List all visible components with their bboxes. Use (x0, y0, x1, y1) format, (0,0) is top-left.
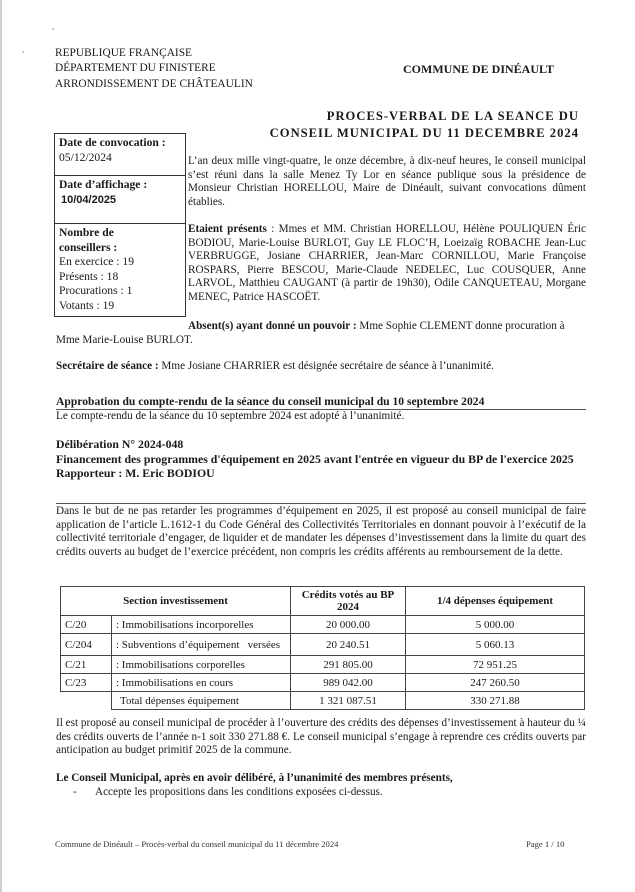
row-code: C/21 (61, 656, 112, 674)
conseillers-cell (55, 224, 185, 316)
deliberation-number: Délibération N° 2024-048 (56, 437, 184, 451)
row-code: C/23 (61, 674, 112, 692)
header-quart: 1/4 dépenses équipement (406, 587, 585, 616)
table-header-row (61, 587, 585, 616)
header-line-republique: REPUBLIQUE FRANÇAISE (55, 47, 193, 59)
table-row (61, 616, 585, 634)
intro-paragraph: L’an deux mille vingt-quatre, le onze décembre, à dix-neuf heures, le conseil municipal s’est réuni dans la salle Menez Ty Lor en séance publique sous la présidence de Monsieur Christian HORELLOU, Maire de Dinéault, suivant convocations dûment établies. (188, 155, 586, 208)
scan-speck (52, 28, 54, 30)
table-row (61, 634, 585, 656)
title-line-2: CONSEIL MUNICIPAL DU 11 DECEMBRE 2024 (269, 126, 579, 140)
empty-cell (61, 692, 112, 710)
deliberation-header (56, 437, 586, 481)
conseil-decision (56, 772, 586, 786)
row-credits: 20 000.00 (291, 616, 406, 634)
bullet-dash: - (73, 786, 77, 798)
row-quart: 72 951.25 (406, 656, 585, 674)
row-code: C/204 (61, 634, 112, 656)
presents-label: Etaient présents (188, 223, 267, 235)
convocation-date: 05/12/2024 (59, 150, 112, 164)
secretaire-paragraph (56, 360, 586, 374)
convocation-label: Date de convocation : (59, 136, 166, 149)
conseil-label: Le Conseil Municipal (56, 772, 159, 784)
header-line-arrondissement: ARRONDISSEMENT DE CHÂTEAULIN (55, 77, 253, 90)
nombre-label-2: conseillers : (59, 240, 118, 254)
deliberation-text: Dans le but de ne pas retarder les programmes d’équipement en 2025, il est proposé au conseil municipal de faire application de l’article L.1612-1 du Code Général des Collectivités Territoriales en donnant pouvoir à l’exécutif de la collectivité territoriale d’engager, de liquider et de mandater les dépenses d’investissement dans la limite du quart des crédits ouverts au budget de l’exercice précédent, non compris les crédits afférents au remboursement de la dette. (56, 505, 586, 558)
header-credits: Crédits votés au BP 2024 (291, 587, 406, 616)
presents-paragraph (188, 223, 586, 305)
absent-label: Absent(s) ayant donné un pouvoir : (188, 320, 357, 332)
total-credits: 1 321 087.51 (291, 692, 406, 710)
total-label: Total dépenses équipement (112, 692, 291, 710)
row-quart: 247 260.50 (406, 674, 585, 692)
secretaire-label: Secrétaire de séance : (56, 360, 159, 372)
presents-list: : Mmes et MM. Christian HORELLOU, Hélène POULIQUEN Éric BODIOU, Marie-Louise BURLOT, Guy LE FLOC’H, Loeizaïg ROBACHE Jean-Luc VERBRUGGE, Josiane CHARRIER, Jean-Marc CORNILLOU, Marie Françoise ROSPARS, Pierre BESCOU, Marie-Claude NEDELEC, Luc COUSQUER, Anne LARVOL, Matthieu CAUGANT (à partir de 19h30), Odile CANQUETEAU, Morgane MENEC, Patrice HASCOËT. (188, 223, 587, 303)
decision-bullet (73, 786, 383, 800)
title-line-1: PROCES-VERBAL DE LA SEANCE DU (326, 109, 579, 123)
en-exercice: En exercice : 19 (59, 255, 134, 268)
table-total-row (61, 692, 585, 710)
absent-paragraph (56, 320, 586, 347)
total-quart: 330 271.88 (406, 692, 585, 710)
absent-text: Mme Sophie CLEMENT donne procuration à Mme Marie-Louise BURLOT. (56, 320, 565, 346)
secretaire-text: Mme Josiane CHARRIER est désignée secrétaire de séance à l’unanimité. (158, 360, 494, 372)
table-row (61, 656, 585, 674)
convocation-cell (55, 134, 185, 176)
document-title (270, 108, 579, 142)
row-credits: 291 805.00 (291, 656, 406, 674)
nombre-label-1: Nombre de (59, 226, 114, 239)
presents-count: Présents : 18 (59, 269, 119, 283)
row-label: : Subventions d’équipement versées (112, 634, 291, 656)
page-number: Page 1 / 10 (526, 839, 565, 849)
footer-text: Commune de Dinéault – Procès-verbal du conseil municipal du 11 décembre 2024 (55, 839, 339, 849)
row-label: : Immobilisations corporelles (112, 656, 291, 674)
budget-table (60, 586, 585, 710)
affichage-cell (55, 176, 185, 224)
header-section: Section investissement (61, 587, 291, 616)
header-left (55, 46, 253, 92)
row-label: : Immobilisations incorporelles (112, 616, 291, 634)
page-edge (0, 0, 2, 892)
affichage-date: 10/04/2025 (61, 193, 117, 206)
row-credits: 20 240.51 (291, 634, 406, 656)
votants-count: Votants : 19 (59, 298, 115, 312)
scan-speck (22, 51, 24, 53)
row-quart: 5 000.00 (406, 616, 585, 634)
deliberation-title: Financement des programmes d'équipement en 2025 avant l'entrée en vigueur du BP de l'exercice 2025 (56, 451, 574, 466)
row-code: C/20 (61, 616, 112, 634)
commune-name: COMMUNE DE DINÉAULT (403, 62, 554, 76)
header-line-departement: DÉPARTEMENT DU FINISTERE (55, 62, 216, 75)
session-info-box (54, 133, 186, 317)
affichage-label: Date d’affichage : (59, 178, 148, 191)
section-divider (56, 503, 586, 504)
deliberation-rapporteur: Rapporteur : M. Eric BODIOU (56, 466, 215, 481)
bullet-text: Accepte les propositions dans les conditions exposées ci-dessus. (95, 786, 383, 798)
row-quart: 5 060.13 (406, 634, 585, 656)
procurations-count: Procurations : 1 (59, 284, 133, 297)
row-label: : Immobilisations en cours (112, 674, 291, 692)
table-row (61, 674, 585, 692)
row-credits: 989 042.00 (291, 674, 406, 692)
conseil-text: , après en avoir délibéré, à l’unanimité des membres présents, (158, 772, 453, 784)
approbation-text: Le compte-rendu de la séance du 10 septembre 2024 est adopté à l’unanimité. (56, 410, 405, 422)
approbation-heading: Approbation du compte-rendu de la séance du conseil municipal du 10 septembre 2024 (56, 395, 586, 410)
proposal-paragraph: Il est proposé au conseil municipal de procéder à l’ouverture des crédits des dépenses d’investissement à hauteur du ¼ des crédits ouverts de l’année n-1 soit 330 271.88 €. Le conseil municipal s’engage à reprendre ces crédits ouverts par anticipation au budget primitif 2025 de la commune. (56, 717, 586, 757)
